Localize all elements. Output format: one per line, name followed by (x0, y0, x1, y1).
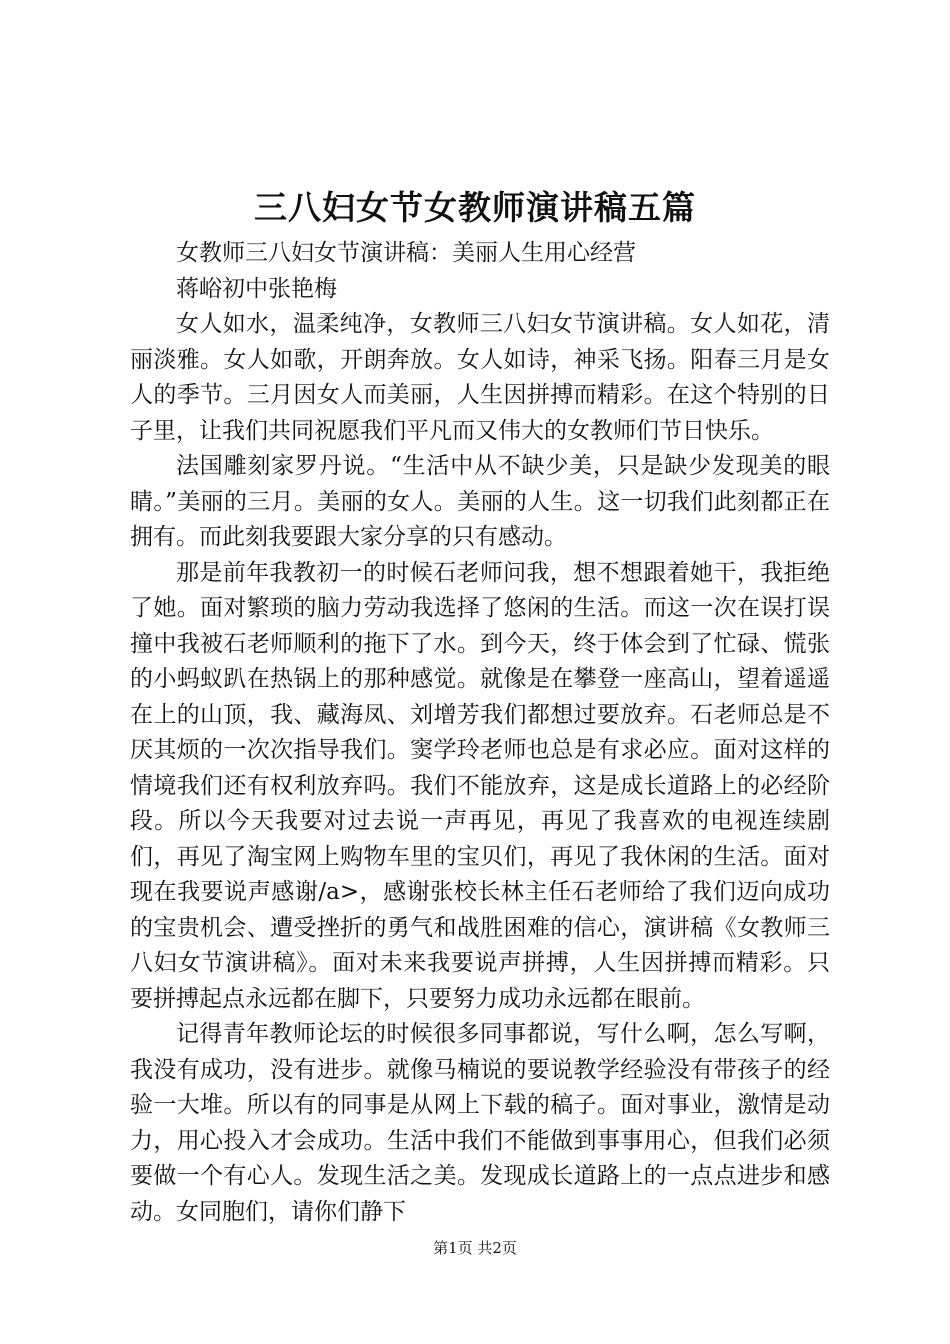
document-title: 三八妇女节女教师演讲稿五篇 (254, 188, 696, 227)
page-footer: 第1页 共2页 (433, 1239, 517, 1257)
body-paragraph: 记得青年教师论坛的时候很多同事都说，写什么啊，怎么写啊，我没有成功，没有进步。就像马楠说的要说教学经验没有带孩子的经验一大堆。所以有的同事是从网上下载的稿子。面对事业，激情是动力，用心投入才会成功。生活中我们不能做到事事用心，但我们必须要做一个有心人。发现生活之美。发现成长道路上的一点点进步和感动。女同胞们，请你们静下 (130, 1021, 830, 1225)
document-body (130, 236, 830, 1230)
author-line: 蒋峪初中张艳梅 (176, 275, 337, 302)
body-paragraph: 那是前年我教初一的时候石老师问我，想不想跟着她干，我拒绝了她。面对繁琐的脑力劳动我选择了悠闲的生活。而这一次在误打误撞中我被石老师顺利的拖下了水。到今天，终于体会到了忙碌、慌张的小蚂蚁趴在热锅上的那种感觉。就像是在攀登一座高山，望着遥遥在上的山顶，我、藏海凤、刘增芳我们都想过要放弃。石老师总是不厌其烦的一次次指导我们。窦学玲老师也总是有求必应。面对这样的情境我们还有权利放弃吗。我们不能放弃，这是成长道路上的必经阶段。所以今天我要对过去说一声再见，再见了我喜欢的电视连续剧们，再见了淘宝网上购物车里的宝贝们，再见了我休闲的生活。面对现在我要说声感谢/a>，感谢张校长林主任石老师给了我们迈向成功的宝贵机会、遭受挫折的勇气和战胜困难的信心，演讲稿《女教师三八妇女节演讲稿》。面对未来我要说声拼搏，人生因拼搏而精彩。只要拼搏起点永远都在脚下，只要努力成功永远都在眼前。 (130, 559, 830, 1012)
speech-heading: 女教师三八妇女节演讲稿：美丽人生用心经营 (176, 240, 636, 266)
body-paragraph: 女人如水，温柔纯净，女教师三八妇女节演讲稿。女人如花，清丽淡雅。女人如歌，开朗奔放。女人如诗，神采飞扬。阳春三月是女人的季节。三月因女人而美丽，人生因拼搏而精彩。在这个特别的日子里，让我们共同祝愿我们平凡而又伟大的女教师们节日快乐。 (130, 311, 830, 444)
body-paragraph: 法国雕刻家罗丹说。“生活中从不缺少美，只是缺少发现美的眼睛。”美丽的三月。美丽的女人。美丽的人生。这一切我们此刻都正在拥有。而此刻我要跟大家分享的只有感动。 (130, 453, 830, 550)
